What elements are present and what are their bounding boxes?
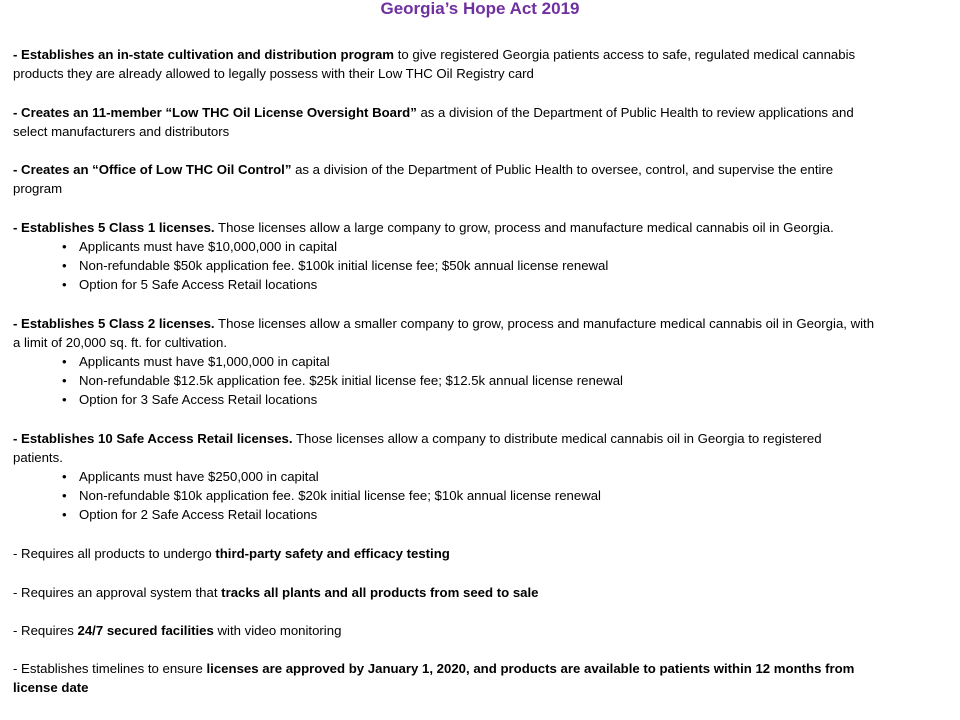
text: - Requires [13, 623, 78, 638]
text: - Requires all products to undergo [13, 546, 216, 561]
paragraph [13, 314, 948, 352]
text: Those licenses allow a large company to grow, process and manufacture medical cannabis oil in Georgia. [214, 220, 834, 235]
paragraph-line [13, 218, 948, 237]
text: patients. [13, 450, 63, 466]
bold-text: - Establishes an in-state cultivation and distribution program [13, 47, 395, 62]
bold-text: - Establishes 5 Class 1 licenses. [13, 220, 215, 235]
list-item: • Applicants must have $10,000,000 in capital [60, 237, 940, 256]
list-item: • Non-refundable $50k application fee. $100k initial license fee; $50k annual license renewal [60, 256, 940, 275]
list-item: • Applicants must have $250,000 in capital [60, 467, 940, 486]
paragraph-line [13, 429, 948, 448]
list-item: • Applicants must have $1,000,000 in capital [60, 352, 940, 371]
paragraph-line [13, 659, 948, 678]
text: as a division of the Department of Public Health to oversee, control, and supervise the entire [291, 162, 834, 177]
text: select manufacturers and distributors [13, 124, 230, 140]
text: Those licenses allow a company to distribute medical cannabis oil in Georgia to registered [292, 431, 822, 446]
paragraph [13, 218, 948, 237]
paragraph-line [13, 544, 948, 563]
paragraph-line [13, 179, 948, 198]
list-item: • Option for 3 Safe Access Retail locations [60, 390, 940, 409]
bullet-list [60, 237, 940, 295]
paragraph-line [13, 678, 948, 697]
paragraph-line [13, 314, 948, 333]
list-item: • Non-refundable $10k application fee. $20k initial license fee; $10k annual license renewal [60, 486, 940, 505]
paragraph [13, 621, 948, 640]
bold-text: licenses are approved by January 1, 2020, and products are available to patients within 12 months from [206, 661, 855, 676]
list-item: • Option for 2 Safe Access Retail locations [60, 505, 940, 524]
paragraph-line [13, 448, 948, 467]
bold-text: 24/7 secured facilities [77, 623, 214, 638]
text: program [13, 181, 63, 197]
paragraph-line [13, 64, 948, 83]
bullet-list [60, 352, 940, 410]
text: - Requires an approval system that [13, 585, 222, 600]
paragraph-line [13, 45, 948, 64]
text: to give registered Georgia patients access to safe, regulated medical cannabis [394, 47, 856, 62]
paragraph [13, 583, 948, 602]
bold-text: - Creates an “Office of Low THC Oil Control” [13, 162, 292, 177]
paragraph-line [13, 583, 948, 602]
text: products they are already allowed to legally possess with their Low THC Oil Registry card [13, 66, 534, 82]
text: Those licenses allow a smaller company to grow, process and manufacture medical cannabis oil in Georgia, with [214, 316, 875, 331]
paragraph [13, 659, 948, 697]
paragraph-line [13, 333, 948, 352]
list-item: • Non-refundable $12.5k application fee. $25k initial license fee; $12.5k annual license renewal [60, 371, 940, 390]
bold-text: license date [13, 680, 89, 696]
bold-text: - Creates an 11-member “Low THC Oil License Oversight Board” [13, 105, 417, 120]
paragraph-line [13, 122, 948, 141]
paragraph [13, 103, 948, 141]
paragraph-line [13, 103, 948, 122]
paragraph-line [13, 621, 948, 640]
paragraph [13, 544, 948, 563]
bold-text: third-party safety and efficacy testing [215, 546, 450, 561]
paragraph [13, 160, 948, 198]
paragraph [13, 429, 948, 467]
bold-text: tracks all plants and all products from seed to sale [221, 585, 539, 600]
bold-text: - Establishes 10 Safe Access Retail licenses. [13, 431, 293, 446]
text: - Establishes timelines to ensure [13, 661, 207, 676]
page-title: Georgia’s Hope Act 2019 [380, 0, 580, 18]
text: a limit of 20,000 sq. ft. for cultivation. [13, 335, 228, 351]
paragraph [13, 45, 948, 83]
text: as a division of the Department of Public Health to review applications and [416, 105, 854, 120]
bold-text: - Establishes 5 Class 2 licenses. [13, 316, 215, 331]
paragraph-line [13, 160, 948, 179]
bullet-list [60, 467, 940, 525]
text: with video monitoring [213, 623, 342, 638]
list-item: • Option for 5 Safe Access Retail locations [60, 275, 940, 294]
